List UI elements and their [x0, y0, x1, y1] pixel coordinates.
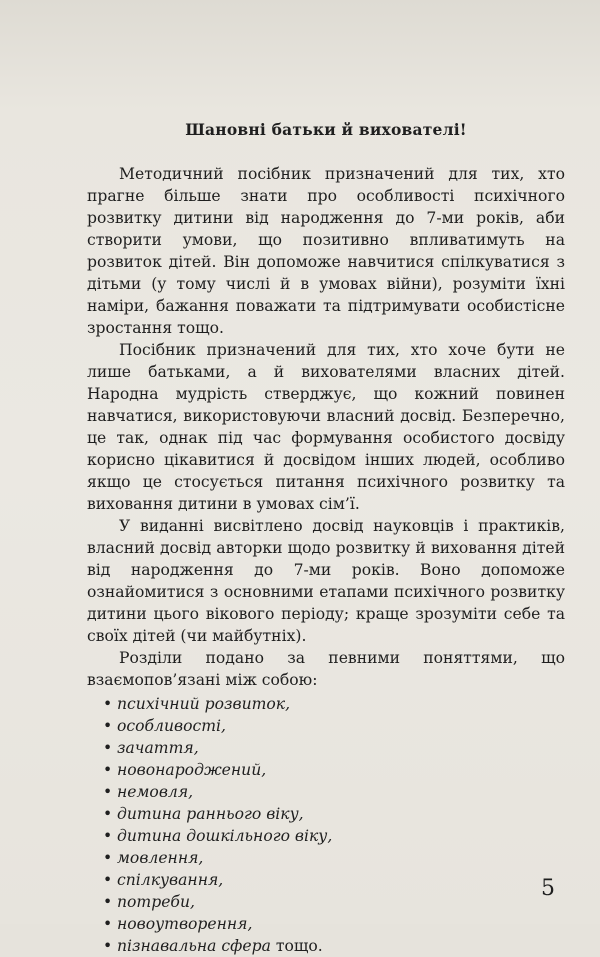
list-item: • особливості,	[103, 717, 226, 735]
page-title: Шановні батьки й вихователі!	[185, 120, 467, 139]
paragraph-2: Посібник призначений для тих, хто хоче бути не лише батьками, а й вихователями власних дітей. Народна мудрість стверджує, що кожний повинен навчатися, використовуючи власний досвід. Безперечно, це так, однак під час формування особистого досвіду корисно цікавитися й досвідом інших людей, особливо якщо це стосується питання психічного розвитку та виховання дитини в умовах сім’ї.	[87, 341, 565, 513]
bullet-icon: •	[103, 871, 113, 889]
paragraph-1: Методичний посібник призначений для тих, хто прагне більше знати про особливості психічного розвитку дитини від народження до 7-ми років, аби створити умови, що позитивно впливатимуть на розвиток дітей. Він допоможе навчитися спілкуватися з дітьми (у тому числі й в умовах війни), розуміти їхні наміри, бажання поважати та підтримувати особистісне зростання тощо.	[87, 165, 565, 337]
paragraph-3: У виданні висвітлено досвід науковців і практиків, власний досвід авторки щодо розвитку й виховання дітей від народження до 7-ми років. Воно допоможе ознайомитися з основними етапами психічного розвитку дитини цього вікового періоду; краще зрозуміти себе та своїх дітей (чи майбутніх).	[87, 517, 565, 645]
bullet-icon: •	[103, 739, 113, 757]
list-item: • новонароджений,	[103, 761, 267, 779]
bullet-icon: •	[103, 761, 113, 779]
bullet-icon: •	[103, 717, 113, 735]
bullet-icon: •	[103, 915, 113, 933]
bullet-icon: •	[103, 695, 113, 713]
bullet-icon: •	[103, 783, 113, 801]
bullet-icon: •	[103, 827, 113, 845]
page-number: 5	[541, 876, 555, 901]
bullet-icon: •	[103, 805, 113, 823]
list-item: • дитина раннього віку,	[103, 805, 304, 823]
list-tail-text: тощо.	[270, 937, 323, 955]
list-item: • спілкування,	[103, 871, 224, 889]
list-item: • немовля,	[103, 783, 194, 801]
bullet-icon: •	[103, 937, 113, 955]
paragraph-4: Розділи подано за певними поняттями, що взаємопов’язані між собою:	[87, 649, 565, 689]
bullet-icon: •	[103, 893, 113, 911]
list-item: • психічний розвиток,	[103, 695, 291, 713]
list-item: • дитина дошкільного віку,	[103, 827, 333, 845]
list-item: • пізнавальна сфера тощо.	[103, 937, 323, 955]
list-item: • потреби,	[103, 893, 195, 911]
concept-list	[87, 693, 565, 957]
list-item: • новоутворення,	[103, 915, 253, 933]
list-item: • зачаття,	[103, 739, 199, 757]
bullet-icon: •	[103, 849, 113, 867]
page-content	[87, 120, 565, 957]
list-item: • мовлення,	[103, 849, 204, 867]
